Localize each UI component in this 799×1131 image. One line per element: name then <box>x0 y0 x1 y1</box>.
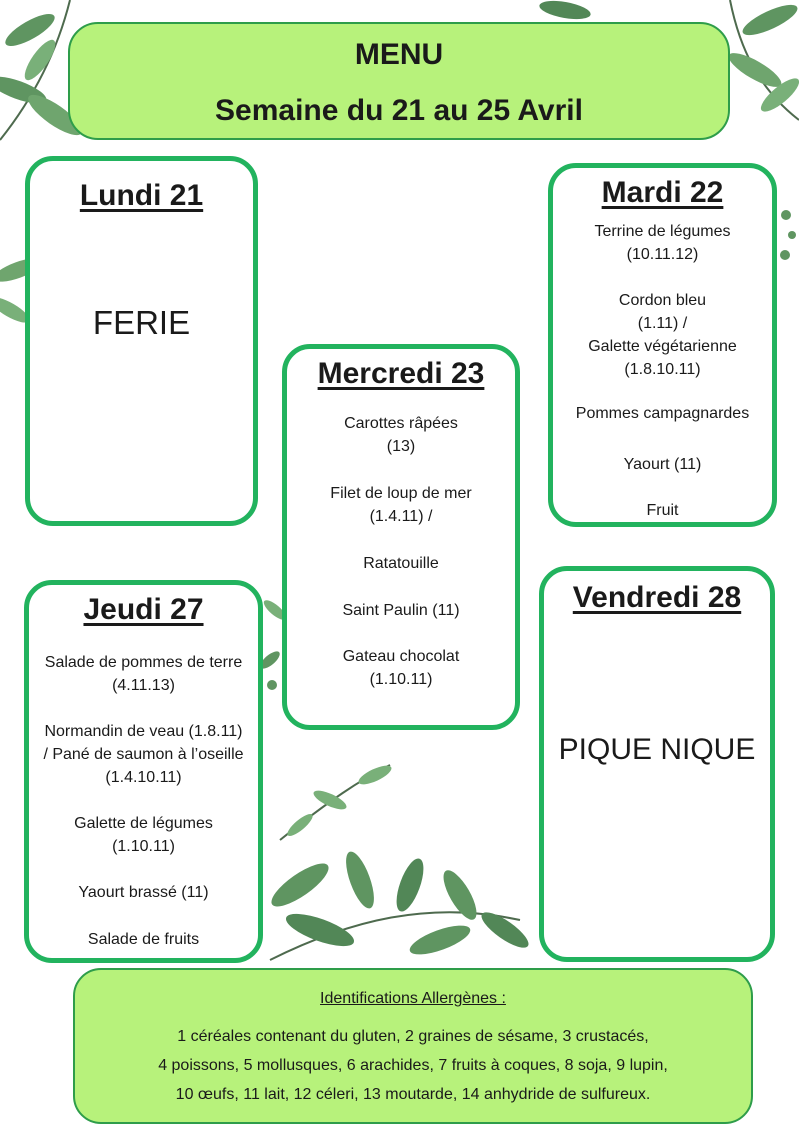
day-title-vendredi: Vendredi 28 <box>572 581 742 614</box>
menu-item: (1.11) / <box>637 315 688 332</box>
mercredi-menu <box>287 412 515 691</box>
day-title-jeudi: Jeudi 27 <box>83 593 204 626</box>
menu-item: (1.8.10.11) <box>624 361 701 378</box>
menu-item: Cordon bleu <box>618 292 707 309</box>
card-vendredi <box>539 566 775 962</box>
card-mercredi <box>282 344 520 730</box>
menu-item: Ratatouille <box>363 555 439 572</box>
menu-item: Normandin de veau (1.8.11) <box>44 723 243 740</box>
menu-item: Pommes campagnardes <box>575 405 750 422</box>
menu-item: (13) <box>386 438 416 455</box>
menu-item: Yaourt brassé (11) <box>78 884 209 901</box>
day-title-mercredi: Mercredi 23 <box>317 357 485 390</box>
card-mardi <box>548 163 777 527</box>
menu-item: / Pané de saumon à l’oseille <box>43 746 244 763</box>
menu-item: (1.4.11) / <box>369 508 433 525</box>
card-lundi <box>25 156 258 526</box>
menu-item: Galette de légumes <box>74 815 213 832</box>
allergens-box <box>73 968 753 1124</box>
menu-item: Filet de loup de mer <box>330 485 472 502</box>
menu-title: MENU <box>354 38 444 71</box>
week-subtitle: Semaine du 21 au 25 Avril <box>215 94 583 127</box>
menu-item: (10.11.12) <box>626 246 699 263</box>
menu-item: Saint Paulin (11) <box>342 602 460 619</box>
menu-item: Carottes râpées <box>344 415 458 432</box>
menu-item: Galette végétarienne <box>588 338 737 355</box>
menu-item: Fruit <box>646 502 679 519</box>
vendredi-note: PIQUE NIQUE <box>558 733 756 766</box>
card-jeudi <box>24 580 263 963</box>
menu-header <box>68 22 730 140</box>
allergens-line: 4 poissons, 5 mollusques, 6 arachides, 7 fruits à coques, 8 soja, 9 lupin, <box>158 1057 668 1074</box>
allergens-title: Identifications Allergènes : <box>320 990 506 1007</box>
menu-item: (1.4.10.11) <box>105 769 182 786</box>
menu-item: Terrine de légumes <box>594 223 731 240</box>
mardi-menu <box>553 220 772 522</box>
menu-item: (1.10.11) <box>369 671 433 688</box>
menu-item: Salade de fruits <box>87 931 200 948</box>
menu-item: Yaourt (11) <box>623 456 702 473</box>
menu-item: (1.10.11) <box>112 838 175 855</box>
menu-item: (4.11.13) <box>112 677 175 694</box>
jeudi-menu <box>23 651 264 951</box>
menu-item: Salade de pommes de terre <box>44 654 243 671</box>
menu-item: Gateau chocolat <box>342 648 460 665</box>
lundi-note: FERIE <box>92 304 191 341</box>
allergens-line: 1 céréales contenant du gluten, 2 graines de sésame, 3 crustacés, <box>177 1028 649 1045</box>
day-title-lundi: Lundi 21 <box>79 179 204 212</box>
allergens-line: 10 œufs, 11 lait, 12 céleri, 13 moutarde, 14 anhydride de sulfureux. <box>175 1086 651 1103</box>
day-title-mardi: Mardi 22 <box>601 176 724 209</box>
